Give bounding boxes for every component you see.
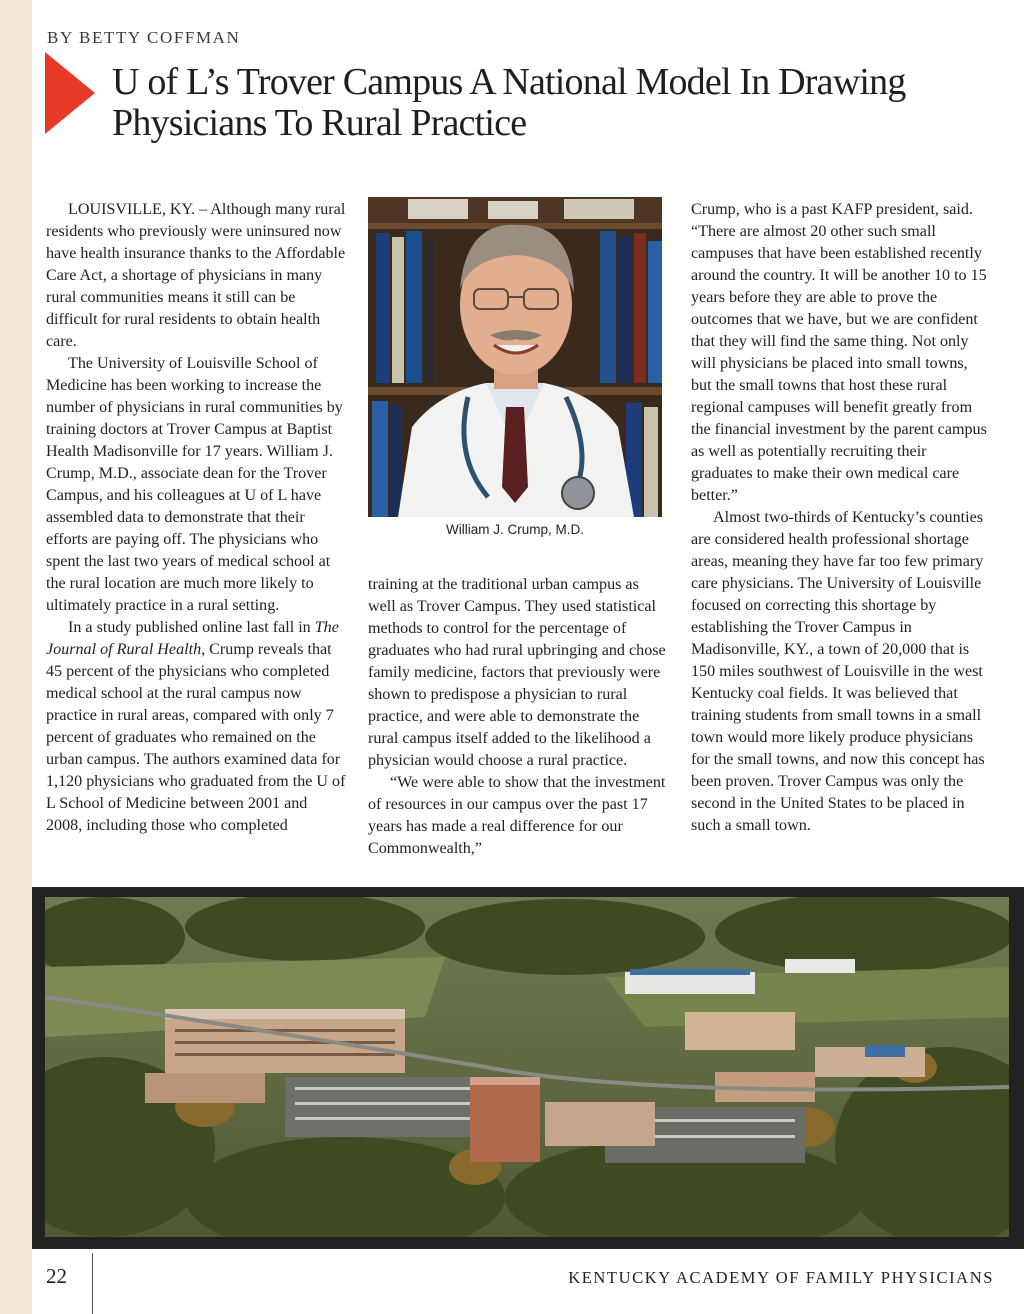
paragraph: The University of Louisville School of Medicine has been working to increase the number of physicians in rural communities by training doctors at Trover Campus at Baptist Health Madisonville for 17 years. William J. Crump, M.D., associate dean for the Trover Campus, and his colleagues at U of L have assembled data to demonstrate that their efforts are paying off. The physicians who spent the last two years of medical school at the rural location are much more likely to ultimately practice in a rural setting.: [46, 355, 343, 614]
portrait-photo: [368, 197, 662, 517]
journal-title: The Journal of Rural Health: [46, 619, 339, 658]
article-column-3: [691, 199, 991, 837]
byline: BY BETTY COFFMAN: [47, 28, 241, 47]
article-title: U of L’s Trover Campus A National Model In Drawing Physicians To Rural Practice: [112, 61, 906, 144]
article-column-1: [46, 199, 346, 837]
text-run: In a study published online last fall in: [68, 619, 315, 636]
paragraph: Crump, who is a past KAFP president, said. “There are almost 20 other such small campuses that have been established recently around the country. It will be another 10 to 15 years before they are able to prove the outcomes that we have, but we are confident that they will find the same thing. Not only will physicians be placed into small towns, but the small towns that host these rural regional campuses will benefit greatly from the financial investment by the parent campus as well as potentially recruiting their graduates to make their own medical care better.”: [691, 201, 987, 504]
paragraph: Almost two-thirds of Kentucky’s counties are considered health professional shortage areas, meaning they have far too few primary care physicians. The University of Louisville focused on correcting this shortage by establishing the Trover Campus in Madisonville, KY., a town of 20,000 that is 150 miles southwest of Louisville in the west Kentucky coal fields. It was believed that training students from small towns in a small town would more likely produce physicians for the small towns, and now this concept has been proven. Trover Campus was only the second in the United States to be placed in such a small town.: [691, 509, 985, 834]
aerial-campus-photo: [45, 897, 1009, 1237]
portrait-illustration: [368, 197, 662, 517]
page-number: 22: [46, 1264, 67, 1288]
headline-triangle-marker: [45, 52, 95, 134]
paragraph: “We were able to show that the investment of resources in our campus over the past 17 years has made a real difference for our Commonwealth,”: [368, 774, 666, 857]
aerial-illustration: [45, 897, 1009, 1237]
paragraph: LOUISVILLE, KY. – Although many rural residents who previously were uninsured now have health insurance thanks to the Affordable Care Act, a shortage of physicians in many rural communities means it still can be difficult for rural residents to obtain health care.: [46, 201, 346, 350]
paragraph: [46, 617, 346, 837]
side-color-strip: [0, 0, 32, 1314]
footer-divider: [92, 1253, 93, 1314]
text-run: , Crump reveals that 45 percent of the physicians who completed medical school at the rural campus now practice in rural areas, compared with only 7 percent of graduates who remained on the urban campus. The authors examined data for 1,120 physicians who graduated from the U of L School of Medicine between 2001 and 2008, including those who completed: [46, 641, 346, 834]
article-column-2: [368, 574, 668, 860]
paragraph: training at the traditional urban campus as well as Trover Campus. They used statistical methods to control for the percentage of graduates who had rural upbringing and chose family medicine, factors that previously were shown to predispose a physician to rural practice, and were able to demonstrate the rural campus itself added to the likelihood a physician would choose a rural practice.: [368, 576, 666, 769]
publication-name: KENTUCKY ACADEMY OF FAMILY PHYSICIANS: [568, 1268, 994, 1287]
photo-caption: William J. Crump, M.D.: [446, 522, 584, 537]
